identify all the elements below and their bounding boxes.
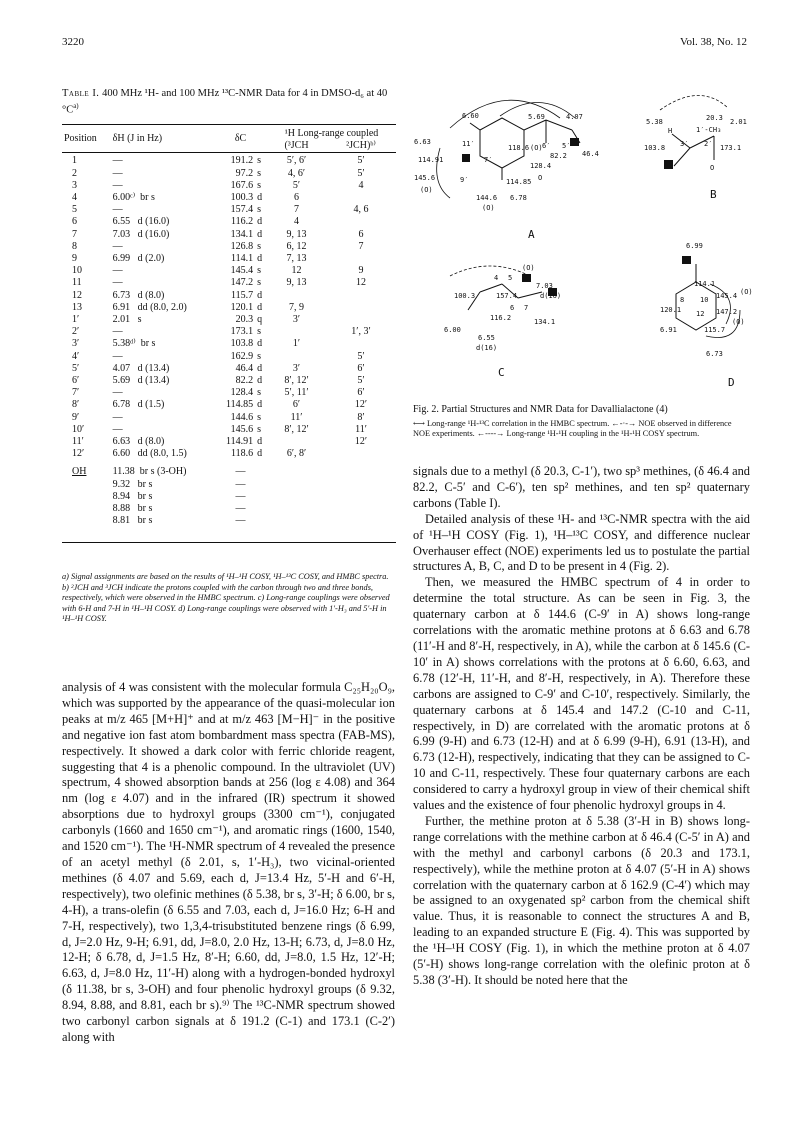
cell-2jch: 6 bbox=[358, 228, 364, 240]
b-label: 173.1 bbox=[720, 144, 742, 152]
cell-dh: 6.63 d (8.0) bbox=[112, 436, 165, 448]
table-row bbox=[62, 326, 396, 338]
structure-a-label: A bbox=[528, 228, 535, 241]
cell-dc: 46.4 bbox=[235, 362, 254, 374]
cell-dc: — bbox=[235, 490, 246, 502]
structure-c-label: C bbox=[498, 366, 505, 379]
left-column-text bbox=[62, 680, 395, 1046]
cell-dh: 6.73 d (8.0) bbox=[112, 289, 165, 301]
a-label: 128.4 bbox=[530, 162, 552, 170]
figure-legend bbox=[413, 419, 749, 439]
cell-dc: 100.3 bbox=[230, 192, 254, 204]
table-caption bbox=[62, 88, 394, 117]
a-label: (O) bbox=[420, 186, 433, 194]
a-label: 7′ bbox=[484, 156, 493, 164]
table-row-oh bbox=[62, 515, 396, 527]
table-row bbox=[62, 387, 396, 399]
cell-2jch: 7 bbox=[358, 240, 364, 252]
cell-position: 8′ bbox=[72, 399, 80, 411]
cell-mult: d bbox=[257, 228, 263, 240]
cell-mult: d bbox=[257, 216, 263, 228]
cell-3jch: 7 bbox=[294, 204, 299, 216]
cell-position: 10′ bbox=[72, 423, 85, 435]
cell-dc: 118.6 bbox=[231, 448, 254, 460]
cell-2jch bbox=[326, 216, 396, 228]
a-label: 114.85 bbox=[506, 178, 532, 186]
cell-dh: — bbox=[112, 167, 123, 179]
cell-dc: 120.1 bbox=[230, 301, 254, 313]
structure-d bbox=[660, 242, 753, 389]
a-label: 4.07 bbox=[566, 113, 583, 121]
cell-mult: s bbox=[257, 179, 262, 191]
table-caption-text: 400 MHz ¹H- and 100 MHz ¹³C-NMR Data for 4 in DMSO-d₆ at 40 °C bbox=[62, 88, 388, 116]
cell-dh: — bbox=[112, 204, 123, 216]
cell-position: 4′ bbox=[72, 350, 80, 362]
cell-mult: d bbox=[257, 192, 263, 204]
cell-position: 5′ bbox=[72, 362, 80, 374]
col-dh: δH (J in Hz) bbox=[111, 125, 214, 153]
cell-dc: 128.4 bbox=[230, 387, 254, 399]
cell-dh: — bbox=[112, 411, 123, 423]
cell-3jch: 6 bbox=[294, 192, 299, 204]
legend-cosy: ←----→ Long-range ¹H-¹H coupling in the ¹H-¹H COSY spectrum. bbox=[476, 429, 700, 438]
cell-dh: 11.38 br s (3-OH) bbox=[112, 466, 187, 478]
cell-mult: d bbox=[257, 399, 263, 411]
cell-dc: 116.2 bbox=[231, 216, 254, 228]
cell-3jch: 6, 12 bbox=[286, 240, 307, 252]
cell-dc: 97.2 bbox=[235, 167, 254, 179]
cell-dh: — bbox=[112, 423, 123, 435]
cell-dh: 6.78 d (1.5) bbox=[112, 399, 165, 411]
table-footnotes bbox=[62, 572, 394, 625]
table-row bbox=[62, 168, 396, 180]
cell-dh: 5.38ᵈ⁾ br s bbox=[112, 338, 156, 350]
cell-mult: s bbox=[257, 204, 262, 216]
a-label: 5.69 bbox=[528, 113, 545, 121]
c-label: 7 bbox=[524, 304, 529, 312]
cell-position: 7′ bbox=[72, 387, 80, 399]
table-row bbox=[62, 290, 396, 302]
b-label: 103.8 bbox=[644, 144, 666, 152]
cell-position: 8 bbox=[72, 240, 77, 252]
cell-2jch bbox=[326, 448, 396, 460]
table-row bbox=[62, 192, 396, 204]
cell-mult: s bbox=[257, 387, 262, 399]
cell-position: 1 bbox=[72, 155, 77, 167]
b-label: 2′ bbox=[704, 140, 713, 148]
cell-2jch: 4, 6 bbox=[353, 204, 369, 216]
cell-2jch bbox=[326, 338, 396, 350]
cell-2jch: 12′ bbox=[354, 436, 368, 448]
cell-3jch: 12 bbox=[291, 265, 302, 277]
a-label: 46.4 bbox=[582, 150, 599, 158]
cell-3jch bbox=[267, 290, 326, 302]
a-label: 145.6 bbox=[414, 174, 436, 182]
cell-dc: 167.6 bbox=[230, 179, 254, 191]
cell-dh: 8.88 br s bbox=[112, 503, 153, 515]
cell-2jch: 4 bbox=[358, 179, 364, 191]
c-label: 134.1 bbox=[534, 318, 556, 326]
table-row bbox=[62, 375, 396, 387]
c-label: 7.03 bbox=[536, 282, 553, 290]
cell-3jch: 3′ bbox=[292, 314, 301, 326]
figure-caption bbox=[413, 404, 749, 439]
table-row bbox=[62, 216, 396, 228]
cell-dh: 6.99 d (2.0) bbox=[112, 253, 165, 265]
table-row-oh bbox=[62, 491, 396, 503]
cell-2jch: 9 bbox=[358, 265, 364, 277]
b-label: H bbox=[668, 127, 673, 135]
right-column-text bbox=[413, 464, 750, 989]
cell-dh: 7.03 d (16.0) bbox=[112, 228, 170, 240]
table-row bbox=[62, 229, 396, 241]
cell-position: 3′ bbox=[72, 338, 80, 350]
cell-3jch: 6′, 8′ bbox=[286, 448, 307, 460]
cell-position: 1′ bbox=[72, 314, 80, 326]
paragraph: Detailed analysis of these ¹H- and ¹³C-NMR spectra with the aid of ¹H–¹H COSY (Fig. 1), ¹H–¹³C COSY, and difference nuclear Overhauser effect (NOE) experiments led us to postulate the partial structures A, B, C, and D to be present in 4 (Fig. 2). bbox=[413, 511, 750, 574]
cell-2jch: 6′ bbox=[357, 362, 365, 374]
c-label: 6.55 bbox=[478, 334, 495, 342]
cell-2jch: 5′ bbox=[357, 167, 365, 179]
cell-dc: — bbox=[235, 466, 246, 478]
figure-2-structures bbox=[410, 88, 755, 398]
cell-dc: 144.6 bbox=[230, 411, 254, 423]
cell-mult: s bbox=[257, 265, 262, 277]
cell-3jch: 7, 13 bbox=[286, 253, 307, 265]
table-row bbox=[62, 302, 396, 314]
table-row-oh bbox=[62, 479, 396, 491]
cell-3jch: 7, 9 bbox=[289, 301, 304, 313]
table-row bbox=[62, 277, 396, 289]
table-row-oh bbox=[62, 503, 396, 515]
cell-position: 7 bbox=[72, 228, 77, 240]
cell-mult: d bbox=[257, 289, 263, 301]
cell-3jch bbox=[267, 351, 326, 363]
cell-position: 6 bbox=[72, 216, 77, 228]
structure-d-label: D bbox=[728, 376, 735, 389]
cell-dc: 114.85 bbox=[226, 399, 254, 411]
cell-dh: — bbox=[112, 326, 123, 338]
cell-mult: s bbox=[257, 411, 262, 423]
table-row bbox=[62, 412, 396, 424]
table-row bbox=[62, 265, 396, 277]
cell-dh: 4.07 d (13.4) bbox=[112, 362, 170, 374]
cell-position: 6′ bbox=[72, 375, 80, 387]
d-label: 12 bbox=[696, 310, 705, 318]
a-label: 6.60 bbox=[462, 112, 479, 120]
c-label: 6.00 bbox=[444, 326, 461, 334]
cell-dh: 9.32 br s bbox=[112, 478, 153, 490]
col-long-range: ¹H Long-range coupled bbox=[267, 125, 396, 141]
cell-2jch: 6′ bbox=[357, 387, 365, 399]
cell-dh: — bbox=[112, 179, 123, 191]
footnote-d: d) Long-range couplings were observed with 1′-H₃ and 5′-H in ¹H–¹H COSY. bbox=[62, 603, 387, 623]
cell-mult: d bbox=[257, 448, 263, 460]
cell-mult: s bbox=[257, 155, 262, 167]
cell-dc: 173.1 bbox=[230, 326, 254, 338]
journal-issue: Vol. 38, No. 12 bbox=[679, 36, 747, 48]
cell-dh: 2.01 s bbox=[112, 314, 142, 326]
a-label: 6′ bbox=[542, 142, 551, 150]
cell-dh: 8.81 br s bbox=[112, 515, 153, 527]
cell-dh: — bbox=[112, 155, 123, 167]
d-label: 147.2 bbox=[716, 308, 738, 316]
a-label: 6.63 bbox=[414, 138, 431, 146]
table-row bbox=[62, 155, 396, 167]
c-label: 157.4 bbox=[496, 292, 518, 300]
cell-2jch: 5′ bbox=[357, 155, 365, 167]
cell-dh: 8.94 br s bbox=[112, 490, 153, 502]
b-label: O bbox=[710, 164, 715, 172]
cell-mult: d bbox=[257, 301, 263, 313]
cell-dc: 191.2 bbox=[230, 155, 254, 167]
table-row bbox=[62, 253, 396, 265]
cell-mult: s bbox=[257, 423, 262, 435]
d-label: (O) bbox=[732, 318, 745, 326]
cell-position: 4 bbox=[72, 192, 77, 204]
cell-2jch bbox=[326, 314, 396, 326]
table-row bbox=[62, 363, 396, 375]
cell-dc: — bbox=[235, 515, 246, 527]
cell-dh: — bbox=[112, 350, 123, 362]
cell-3jch: 8′, 12′ bbox=[284, 423, 309, 435]
footnote-c: c) Long-range couplings were observed with 6-H and 7-H in ¹H–¹H COSY. bbox=[62, 593, 390, 613]
cell-mult: s bbox=[257, 350, 262, 362]
cell-mult: d bbox=[257, 338, 263, 350]
cell-dc: 147.2 bbox=[230, 277, 254, 289]
cell-dc: 162.9 bbox=[230, 350, 254, 362]
cell-dc: 145.6 bbox=[230, 423, 254, 435]
cell-mult: s bbox=[257, 167, 262, 179]
d-label: 145.4 bbox=[716, 292, 738, 300]
cell-position: 9 bbox=[72, 253, 77, 265]
table-label: Table I. bbox=[62, 88, 100, 99]
cell-2jch: 5′ bbox=[357, 350, 365, 362]
cell-dc: — bbox=[235, 478, 246, 490]
cell-dc: 114.91 bbox=[226, 436, 254, 448]
cell-position: 2 bbox=[72, 167, 77, 179]
cell-3jch: 6′ bbox=[292, 399, 301, 411]
cell-empty bbox=[267, 479, 396, 491]
b-label: 3′ bbox=[680, 140, 689, 148]
cell-mult: s bbox=[257, 240, 262, 252]
cell-dc: 82.2 bbox=[235, 375, 254, 387]
cell-mult: d bbox=[257, 436, 263, 448]
cell-empty bbox=[267, 515, 396, 527]
cell-position: 11′ bbox=[72, 436, 84, 448]
structure-a bbox=[414, 100, 599, 241]
cell-3jch: 3′ bbox=[292, 362, 301, 374]
a-label: O bbox=[538, 174, 543, 182]
cell-dh: 5.69 d (13.4) bbox=[112, 375, 170, 387]
cell-mult: d bbox=[257, 375, 263, 387]
cell-3jch bbox=[267, 326, 326, 338]
structure-c bbox=[444, 264, 561, 379]
c-label: 6 bbox=[510, 304, 515, 312]
cell-dh: 6.60 dd (8.0, 1.5) bbox=[112, 448, 187, 460]
cell-2jch: 8′ bbox=[357, 411, 365, 423]
cell-mult: s bbox=[257, 326, 262, 338]
a-label: (O) bbox=[482, 204, 495, 212]
cell-position: 12′ bbox=[72, 448, 85, 460]
a-label: 5′ bbox=[562, 142, 571, 150]
structure-b bbox=[644, 95, 747, 201]
table-row bbox=[62, 424, 396, 436]
cell-empty bbox=[267, 503, 396, 515]
cell-mult: d bbox=[257, 362, 263, 374]
cell-dc: 145.4 bbox=[230, 265, 254, 277]
nmr-table bbox=[62, 124, 396, 543]
cell-empty bbox=[267, 491, 396, 503]
cell-3jch: 5′, 11′ bbox=[284, 387, 309, 399]
cell-2jch: 1′, 3′ bbox=[351, 326, 371, 338]
a-label: 144.6 bbox=[476, 194, 498, 202]
cell-oh-label bbox=[62, 515, 111, 527]
cell-oh-label bbox=[62, 479, 111, 491]
paragraph: Further, the methine proton at δ 5.38 (3′-H in B) shows long-range correlations with the methine carbon at δ 46.4 (C-5′ in A) and with the methyl and carbonyl carbons (δ 20.3 and 173.1, respectively), while the methine proton at δ 4.07 (5′-H in A) shows correlation with the quaternary carbon at δ 162.9 (C-4′) which may be assigned to an oxygenated sp² carbon from the chemical shift value. Thus, it is reasonable to connect the structures A and B, leading to an expanded structure E (Fig. 4). This was supported by the ¹H–¹H COSY (Fig. 1), in which the methine proton at δ 4.07 (5′-H) shows long-range correlation with the olefinic proton at δ 5.38 (3′-H). It should be noted here that the bbox=[413, 813, 750, 987]
cell-position: 11 bbox=[72, 277, 82, 289]
cell-oh-label: OH bbox=[72, 466, 87, 478]
cell-2jch bbox=[326, 302, 396, 314]
cell-dh: — bbox=[112, 240, 123, 252]
b-label: 20.3 bbox=[706, 114, 723, 122]
cell-mult: q bbox=[257, 314, 263, 326]
b-label: 2.01 bbox=[730, 118, 747, 126]
cell-dh: 6.00ᶜ⁾ br s bbox=[112, 192, 155, 204]
table-row bbox=[62, 399, 396, 411]
cell-position: 3 bbox=[72, 179, 77, 191]
paragraph: Then, we measured the HMBC spectrum of 4 in order to determine the total structure. As can be seen in Fig. 3, the quaternary carbon at δ 144.6 (C-9′ in A) shows long-range correlations with the aromatic methine protons at δ 6.63 and 6.78 (11′-H and 8′-H, respectively, in A), while the carbon at δ 145.6 (C-10′ in A) shows correlations with the protons at δ 6.60, 6.63, and 6.78 (12′-H, 11′-H, and 8′-H, respectively, in A). Therefore these carbons are assigned to C-9′ and C-10′, respectively. Similarly, the quaternary carbons at δ 145.4 and 147.2 (C-10 and C-11, respectively, in D) are correlated with the aromatic protons at δ 6.99 (9-H) and 6.73 (12-H) and at δ 6.99 (9-H), 6.91 (13-H), and 6.73 (12-H), respectively, indicating that they can be assigned to C-10 and C-11, respectively. These four quaternary carbons are each considered to carry a hydroxyl group in view of their chemical shift values and the existence of four phenolic hydroxyl groups in 4. bbox=[413, 575, 750, 813]
d-label: 6.73 bbox=[706, 350, 723, 358]
c-label: 5 bbox=[508, 274, 513, 282]
cell-2jch: 11′ bbox=[355, 423, 367, 435]
d-label: 114.1 bbox=[694, 280, 716, 288]
cell-dh: — bbox=[112, 277, 123, 289]
cell-dh: — bbox=[112, 387, 123, 399]
cell-3jch: 5′, 6′ bbox=[286, 155, 307, 167]
cell-dh: — bbox=[112, 265, 123, 277]
cell-2jch: 5′ bbox=[357, 375, 365, 387]
a-label: (O) bbox=[530, 144, 543, 152]
cell-dc: 134.1 bbox=[230, 228, 254, 240]
a-label: 11′ bbox=[462, 140, 475, 148]
cell-3jch: 4, 6′ bbox=[287, 167, 306, 179]
c-label: 100.3 bbox=[454, 292, 476, 300]
footnote-b: b) ²JCH and ³JCH indicate the protons coupled with the carbon through two and three bonds, respectively, which were observed in the HMBC spectrum. bbox=[62, 582, 374, 602]
table-row bbox=[62, 448, 396, 460]
cell-3jch: 1′ bbox=[292, 338, 301, 350]
c-label: d(16) bbox=[476, 344, 498, 352]
legend-hmbc: ⟷ Long-range ¹H-¹³C correlation in the HMBC spectrum. bbox=[413, 419, 610, 428]
a-label: 82.2 bbox=[550, 152, 567, 160]
cell-2jch bbox=[326, 290, 396, 302]
table-row bbox=[62, 436, 396, 448]
cell-dc: 126.8 bbox=[230, 240, 254, 252]
a-label: 118.6 bbox=[508, 144, 530, 152]
c-label: (O) bbox=[522, 264, 535, 272]
d-label: 10 bbox=[700, 296, 709, 304]
cell-dc: 103.8 bbox=[230, 338, 254, 350]
cell-dc: 114.1 bbox=[231, 253, 254, 265]
cell-3jch: 9, 13 bbox=[286, 277, 307, 289]
cell-position: 2′ bbox=[72, 326, 80, 338]
cell-2jch: 12 bbox=[355, 277, 366, 289]
b-label: 1′-CH₃ bbox=[696, 126, 722, 134]
col-position: Position bbox=[62, 125, 111, 153]
cell-dc: — bbox=[235, 503, 246, 515]
table-row bbox=[62, 351, 396, 363]
cell-3jch bbox=[267, 436, 326, 448]
figure-caption-title: Fig. 2. Partial Structures and NMR Data for Davallialactone (4) bbox=[413, 404, 668, 415]
cell-3jch: 8′, 12′ bbox=[284, 375, 309, 387]
cell-3jch: 5′ bbox=[292, 179, 301, 191]
table-row-oh bbox=[62, 460, 396, 478]
structure-b-label: B bbox=[710, 188, 717, 201]
table-row bbox=[62, 241, 396, 253]
legend-noe: ←-·-→ NOE observed in difference NOE experiments. bbox=[413, 419, 732, 438]
paragraph: analysis of 4 was consistent with the molecular formula C₂₅H₂₀O₉, which was supported by the appearance of the quasi-molecular ion peaks at m/z 465 [M+H]⁺ and at m/z 463 [M−H]⁻ in the positive and negative ion fast atom bombardment mass spectra (FAB-MS), respectively. It showed a dark color with ferric chloride reagent, suggesting that 4 is a phenolic compound. In the ultraviolet (UV) spectrum, 4 showed absorption bands at 256 (log ε 4.08) and 364 nm (log ε 4.07) and in the infrared (IR) spectrum it showed absorptions due to hydroxyl groups (3300 cm⁻¹), conjugated carbonyls (1660 and 1650 cm⁻¹), and aromatic rings (1600, 1540, and 1520 cm⁻¹). The ¹H-NMR spectrum of 4 revealed the presence of an acetyl methyl (δ 2.01, s, 1′-H₃), two vicinal-oriented methines (δ 4.07 and 5.69, each d, J=13.4 Hz, 5′-H and 6′-H, respectively), two olefinic methines (δ 5.38, br s, 3′-H; δ 6.00, br s, 4-H), a trans-olefin (δ 6.55 and 7.03, each d, J=16.0 Hz; 6-H and 7-H, respectively), two 1,3,4-trisubstituted benzene rings (δ 6.99, d, J=2.0 Hz, 9-H; 6.91, dd, J=8.0, 2.0 Hz, 13-H; 6.73, d, J=8.0 Hz, 12-H; δ 6.78, d, J=1.5 Hz, 8′-H; 6.60, dd, J=8.0, 1.5 Hz, 12′-H; 6.63, d, J=8.0 Hz, 11′-H) along with a hydrogen-bonded hydroxyl (δ 11.38, br s, 3-OH) and four phenolic hydroxyl groups (δ 9.32, 8.94, 8.88, and 8.81, each br s).⁹⁾ The ¹³C-NMR spectrum showed two carbonyl carbon signals at δ 191.2 (C-1) and 173.1 (C-2′) along with bbox=[62, 680, 395, 1044]
c-label: 4 bbox=[494, 274, 499, 282]
d-label: (O) bbox=[740, 288, 753, 296]
cell-oh-label bbox=[62, 491, 111, 503]
col-2jch: ²JCH)ᵇ⁾ bbox=[346, 140, 376, 152]
c-label: 116.2 bbox=[490, 314, 512, 322]
cell-dh: 6.91 dd (8.0, 2.0) bbox=[112, 301, 187, 313]
cell-empty bbox=[267, 460, 396, 478]
a-label: 6.78 bbox=[510, 194, 527, 202]
d-label: 115.7 bbox=[704, 326, 726, 334]
d-label: 8 bbox=[680, 296, 685, 304]
paragraph: signals due to a methyl (δ 20.3, C-1′), two sp³ methines, (δ 46.4 and 82.2, C-5′ and C-6′), ten sp² methines, and ten sp² quaternary carbons (Table I). bbox=[413, 464, 750, 510]
table-row bbox=[62, 314, 396, 326]
page-number: 3220 bbox=[62, 36, 84, 48]
cell-2jch: 12′ bbox=[354, 399, 368, 411]
cell-dh: 6.55 d (16.0) bbox=[112, 216, 170, 228]
col-3jch: (³JCH bbox=[284, 140, 309, 152]
col-dc: δC bbox=[214, 125, 267, 153]
cell-dc: 157.4 bbox=[230, 204, 254, 216]
cell-position: 5 bbox=[72, 204, 77, 216]
cell-dc: 20.3 bbox=[235, 314, 254, 326]
cell-mult: s bbox=[257, 277, 262, 289]
cell-3jch: 9, 13 bbox=[286, 228, 307, 240]
a-label: 9′ bbox=[460, 176, 469, 184]
table-caption-note: a) bbox=[73, 102, 79, 110]
cell-position: 9′ bbox=[72, 411, 80, 423]
d-label: 120.1 bbox=[660, 306, 682, 314]
cell-3jch: 4 bbox=[294, 216, 299, 228]
cell-position: 12 bbox=[72, 289, 82, 301]
cell-2jch bbox=[326, 192, 396, 204]
table-row bbox=[62, 180, 396, 192]
cell-mult: d bbox=[257, 253, 263, 265]
table-row bbox=[62, 204, 396, 216]
c-label: d(16) bbox=[540, 292, 562, 300]
d-label: 6.91 bbox=[660, 326, 677, 334]
table-row bbox=[62, 338, 396, 350]
cell-oh-label bbox=[62, 503, 111, 515]
footnote-a: a) Signal assignments are based on the results of ¹H–¹H COSY, ¹H–¹³C COSY, and HMBC spectra. bbox=[62, 572, 389, 581]
cell-2jch bbox=[326, 253, 396, 265]
b-label: 5.38 bbox=[646, 118, 663, 126]
cell-3jch: 11′ bbox=[290, 411, 303, 423]
d-label: 6.99 bbox=[686, 242, 703, 250]
cell-position: 10 bbox=[72, 265, 82, 277]
cell-dc: 115.7 bbox=[231, 289, 254, 301]
cell-position: 13 bbox=[72, 301, 82, 313]
a-label: 114.91 bbox=[418, 156, 444, 164]
